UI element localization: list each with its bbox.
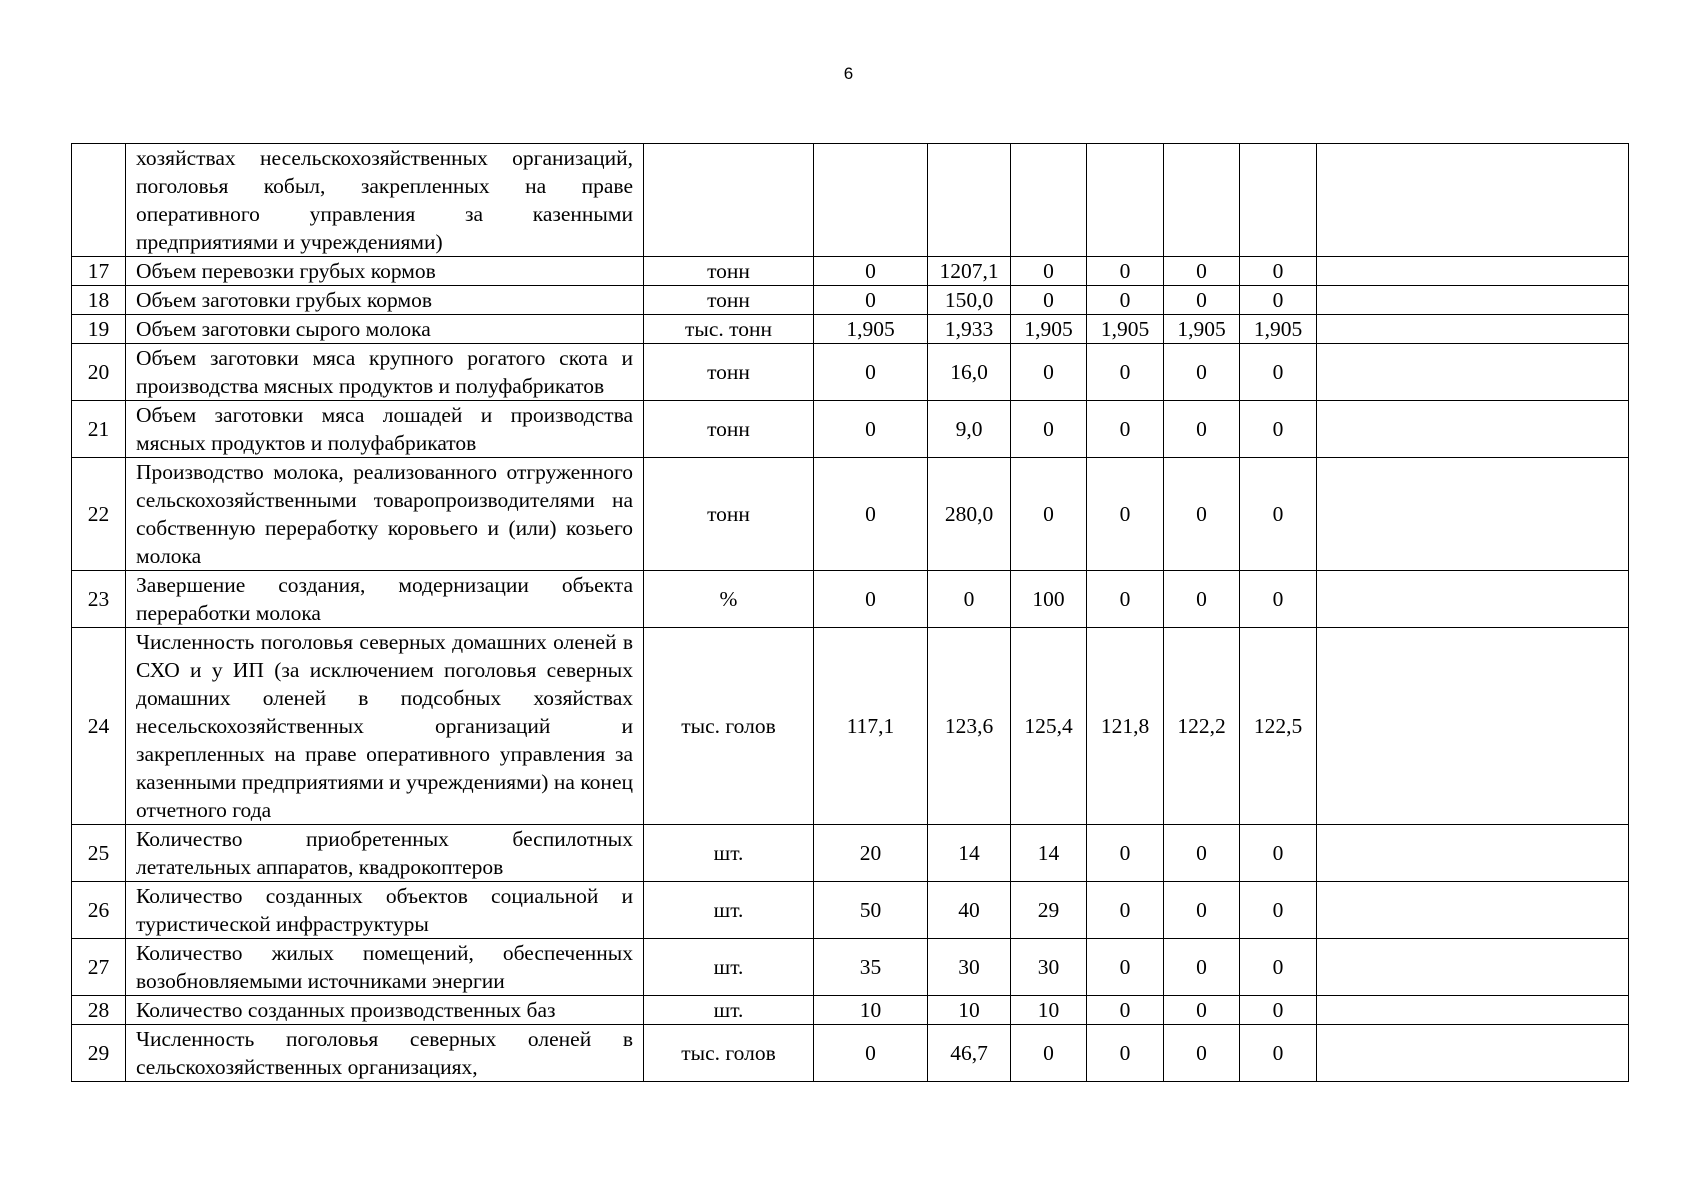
table-row xyxy=(72,344,1629,401)
table-row xyxy=(72,825,1629,882)
row-number: 17 xyxy=(72,257,126,286)
value-col-6: 0 xyxy=(1240,1025,1317,1082)
value-col-2 xyxy=(928,144,1011,257)
value-col-4: 0 xyxy=(1087,458,1164,571)
empty-cell xyxy=(1317,458,1629,571)
indicator-name: хозяйствах несельскохозяйственных организаций, поголовья кобыл, закрепленных на праве оперативного управления за казенными предприятиями и учреждениями) xyxy=(126,144,644,257)
empty-cell xyxy=(1317,344,1629,401)
value-col-3: 0 xyxy=(1011,344,1087,401)
value-col-6: 0 xyxy=(1240,257,1317,286)
value-col-4: 0 xyxy=(1087,344,1164,401)
row-number: 18 xyxy=(72,286,126,315)
indicator-name: Объем заготовки сырого молока xyxy=(126,315,644,344)
value-col-3: 125,4 xyxy=(1011,628,1087,825)
value-col-4: 0 xyxy=(1087,257,1164,286)
table-row xyxy=(72,257,1629,286)
page-number: 6 xyxy=(843,64,854,83)
value-col-6: 0 xyxy=(1240,344,1317,401)
row-number: 22 xyxy=(72,458,126,571)
value-col-6: 0 xyxy=(1240,882,1317,939)
value-col-2: 14 xyxy=(928,825,1011,882)
value-col-2: 280,0 xyxy=(928,458,1011,571)
value-col-5: 0 xyxy=(1164,458,1240,571)
row-number: 29 xyxy=(72,1025,126,1082)
unit: тыс. голов xyxy=(644,1025,814,1082)
value-col-6: 0 xyxy=(1240,996,1317,1025)
value-col-4: 0 xyxy=(1087,939,1164,996)
empty-cell xyxy=(1317,315,1629,344)
value-col-5: 0 xyxy=(1164,939,1240,996)
value-col-4: 121,8 xyxy=(1087,628,1164,825)
value-col-5: 0 xyxy=(1164,401,1240,458)
value-col-2: 1,933 xyxy=(928,315,1011,344)
table-row xyxy=(72,1025,1629,1082)
table-row xyxy=(72,571,1629,628)
unit: тонн xyxy=(644,286,814,315)
value-col-2: 123,6 xyxy=(928,628,1011,825)
value-col-5: 0 xyxy=(1164,882,1240,939)
value-col-2: 10 xyxy=(928,996,1011,1025)
value-col-6: 0 xyxy=(1240,825,1317,882)
value-col-5: 1,905 xyxy=(1164,315,1240,344)
value-col-4: 0 xyxy=(1087,882,1164,939)
indicator-name: Количество приобретенных беспилотных летательных аппаратов, квадрокоптеров xyxy=(126,825,644,882)
table-row xyxy=(72,939,1629,996)
unit: тонн xyxy=(644,257,814,286)
value-col-3: 0 xyxy=(1011,458,1087,571)
value-col-5: 0 xyxy=(1164,825,1240,882)
unit: тыс. голов xyxy=(644,628,814,825)
value-col-6: 0 xyxy=(1240,286,1317,315)
table-row xyxy=(72,315,1629,344)
indicator-name: Объем перевозки грубых кормов xyxy=(126,257,644,286)
empty-cell xyxy=(1317,144,1629,257)
indicator-name: Численность поголовья северных оленей в сельскохозяйственных организациях, xyxy=(126,1025,644,1082)
indicator-name: Производство молока, реализованного отгруженного сельскохозяйственными товаропроизводителями на собственную переработку коровьего и (или) козьего молока xyxy=(126,458,644,571)
value-col-3 xyxy=(1011,144,1087,257)
table-body xyxy=(72,144,1629,1082)
value-col-4: 0 xyxy=(1087,286,1164,315)
empty-cell xyxy=(1317,1025,1629,1082)
value-col-1: 1,905 xyxy=(814,315,928,344)
row-number: 26 xyxy=(72,882,126,939)
indicators-table xyxy=(71,143,1629,1082)
value-col-2: 30 xyxy=(928,939,1011,996)
value-col-6: 0 xyxy=(1240,571,1317,628)
unit: шт. xyxy=(644,882,814,939)
value-col-4 xyxy=(1087,144,1164,257)
value-col-4: 0 xyxy=(1087,1025,1164,1082)
unit: тыс. тонн xyxy=(644,315,814,344)
value-col-6: 0 xyxy=(1240,458,1317,571)
value-col-5: 0 xyxy=(1164,571,1240,628)
indicator-name: Объем заготовки мяса лошадей и производства мясных продуктов и полуфабрикатов xyxy=(126,401,644,458)
value-col-5: 0 xyxy=(1164,344,1240,401)
value-col-5: 0 xyxy=(1164,286,1240,315)
table-row xyxy=(72,996,1629,1025)
table-row xyxy=(72,458,1629,571)
value-col-3: 1,905 xyxy=(1011,315,1087,344)
value-col-5: 122,2 xyxy=(1164,628,1240,825)
row-number: 21 xyxy=(72,401,126,458)
table-row xyxy=(72,144,1629,257)
value-col-6: 0 xyxy=(1240,939,1317,996)
row-number: 25 xyxy=(72,825,126,882)
value-col-1: 35 xyxy=(814,939,928,996)
value-col-6: 1,905 xyxy=(1240,315,1317,344)
value-col-1: 10 xyxy=(814,996,928,1025)
empty-cell xyxy=(1317,882,1629,939)
value-col-1 xyxy=(814,144,928,257)
row-number: 27 xyxy=(72,939,126,996)
unit xyxy=(644,144,814,257)
value-col-5: 0 xyxy=(1164,257,1240,286)
value-col-5: 0 xyxy=(1164,1025,1240,1082)
value-col-1: 117,1 xyxy=(814,628,928,825)
unit: шт. xyxy=(644,939,814,996)
value-col-1: 20 xyxy=(814,825,928,882)
row-number: 23 xyxy=(72,571,126,628)
value-col-3: 100 xyxy=(1011,571,1087,628)
empty-cell xyxy=(1317,996,1629,1025)
row-number: 24 xyxy=(72,628,126,825)
value-col-4: 0 xyxy=(1087,401,1164,458)
value-col-4: 1,905 xyxy=(1087,315,1164,344)
value-col-4: 0 xyxy=(1087,825,1164,882)
value-col-5 xyxy=(1164,144,1240,257)
value-col-3: 29 xyxy=(1011,882,1087,939)
value-col-2: 150,0 xyxy=(928,286,1011,315)
value-col-3: 14 xyxy=(1011,825,1087,882)
value-col-3: 0 xyxy=(1011,1025,1087,1082)
value-col-1: 0 xyxy=(814,401,928,458)
row-number: 19 xyxy=(72,315,126,344)
value-col-3: 30 xyxy=(1011,939,1087,996)
table-row xyxy=(72,401,1629,458)
empty-cell xyxy=(1317,628,1629,825)
empty-cell xyxy=(1317,257,1629,286)
indicator-name: Количество созданных объектов социальной и туристической инфраструктуры xyxy=(126,882,644,939)
value-col-1: 0 xyxy=(814,571,928,628)
indicator-name: Количество жилых помещений, обеспеченных возобновляемыми источниками энергии xyxy=(126,939,644,996)
value-col-6: 0 xyxy=(1240,401,1317,458)
unit: шт. xyxy=(644,996,814,1025)
value-col-6 xyxy=(1240,144,1317,257)
indicator-name: Количество созданных производственных баз xyxy=(126,996,644,1025)
table-row xyxy=(72,628,1629,825)
value-col-2: 40 xyxy=(928,882,1011,939)
value-col-1: 0 xyxy=(814,1025,928,1082)
value-col-6: 122,5 xyxy=(1240,628,1317,825)
table-row xyxy=(72,286,1629,315)
value-col-5: 0 xyxy=(1164,996,1240,1025)
empty-cell xyxy=(1317,401,1629,458)
value-col-2: 0 xyxy=(928,571,1011,628)
value-col-3: 0 xyxy=(1011,257,1087,286)
value-col-1: 50 xyxy=(814,882,928,939)
row-number: 20 xyxy=(72,344,126,401)
unit: % xyxy=(644,571,814,628)
indicator-name: Численность поголовья северных домашних оленей в СХО и у ИП (за исключением поголовья северных домашних оленей в подсобных хозяйствах несельскохозяйственных организаций и закрепленных на праве оперативного управления за казенными предприятиями и учреждениями) на конец отчетного года xyxy=(126,628,644,825)
row-number: 28 xyxy=(72,996,126,1025)
empty-cell xyxy=(1317,571,1629,628)
value-col-3: 0 xyxy=(1011,401,1087,458)
table-row xyxy=(72,882,1629,939)
unit: тонн xyxy=(644,344,814,401)
value-col-3: 10 xyxy=(1011,996,1087,1025)
empty-cell xyxy=(1317,825,1629,882)
indicator-name: Завершение создания, модернизации объекта переработки молока xyxy=(126,571,644,628)
indicator-name: Объем заготовки грубых кормов xyxy=(126,286,644,315)
indicator-name: Объем заготовки мяса крупного рогатого скота и производства мясных продуктов и полуфабрикатов xyxy=(126,344,644,401)
value-col-1: 0 xyxy=(814,257,928,286)
unit: тонн xyxy=(644,401,814,458)
empty-cell xyxy=(1317,286,1629,315)
value-col-2: 46,7 xyxy=(928,1025,1011,1082)
value-col-1: 0 xyxy=(814,458,928,571)
row-number xyxy=(72,144,126,257)
value-col-2: 16,0 xyxy=(928,344,1011,401)
empty-cell xyxy=(1317,939,1629,996)
value-col-2: 9,0 xyxy=(928,401,1011,458)
value-col-4: 0 xyxy=(1087,996,1164,1025)
value-col-2: 1207,1 xyxy=(928,257,1011,286)
value-col-1: 0 xyxy=(814,286,928,315)
value-col-3: 0 xyxy=(1011,286,1087,315)
unit: шт. xyxy=(644,825,814,882)
value-col-1: 0 xyxy=(814,344,928,401)
value-col-4: 0 xyxy=(1087,571,1164,628)
unit: тонн xyxy=(644,458,814,571)
